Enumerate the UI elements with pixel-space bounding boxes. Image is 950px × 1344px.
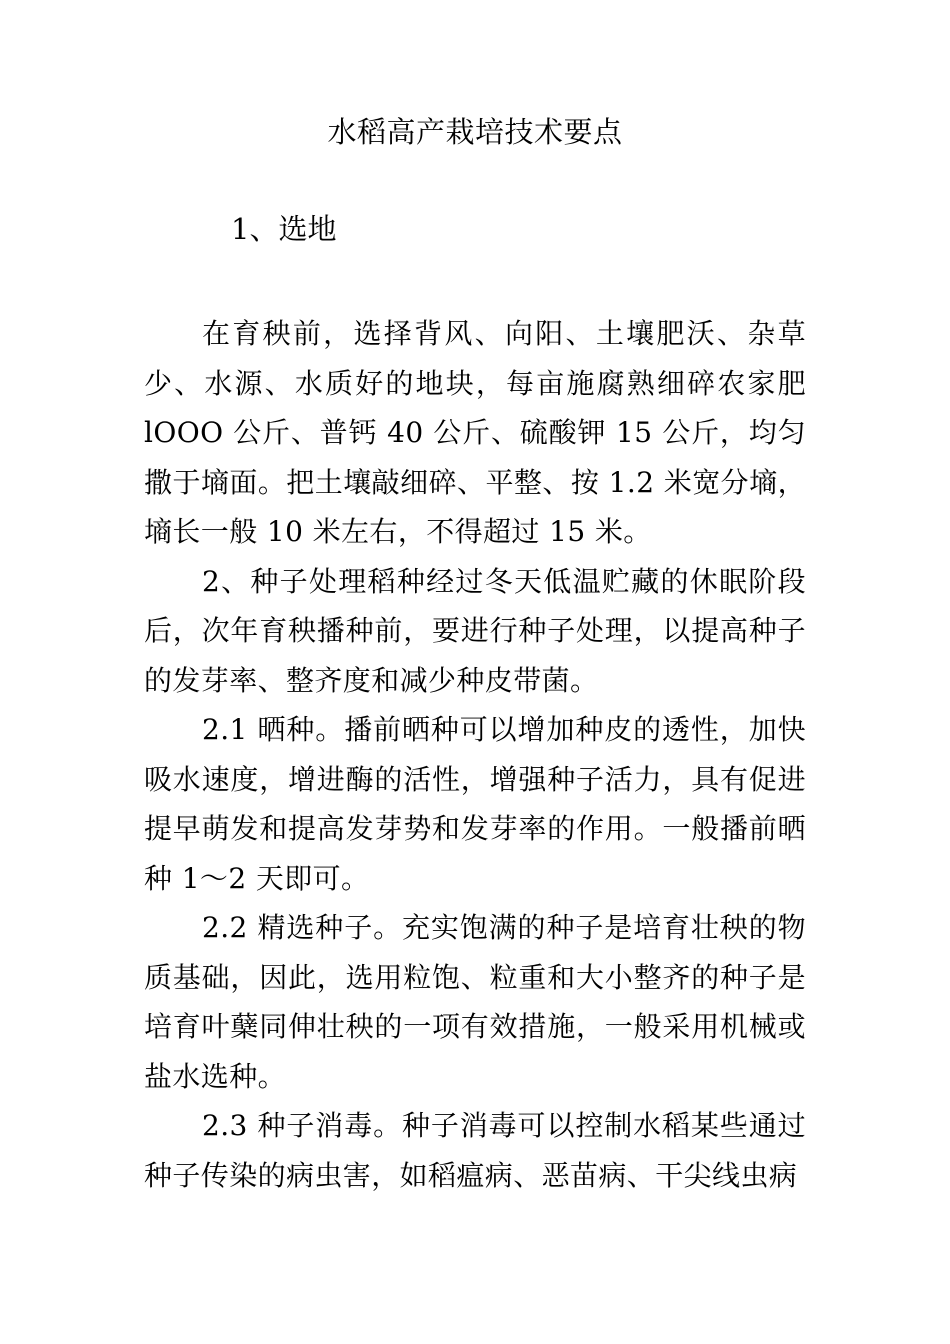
paragraph-seed-disinfection: 2.3 种子消毒。种子消毒可以控制水稻某些通过种子传染的病虫害，如稻瘟病、恶苗病、干尖线虫病: [144, 1109, 806, 1192]
paragraph-seed-selection: 2.2 精选种子。充实饱满的种子是培育壮秧的物质基础，因此，选用粒饱、粒重和大小整齐的种子是培育叶蘖同伸壮秧的一项有效措施，一般采用机械或盐水选种。: [144, 911, 806, 1093]
paragraph-seed-drying: 2.1 晒种。播前晒种可以增加种皮的透性，加快吸水速度，增进酶的活性，增强种子活力，具有促进提早萌发和提高发芽势和发芽率的作用。一般播前晒种 1～2 天即可。: [144, 713, 806, 895]
paragraph-site-selection: 在育秧前，选择背风、向阳、土壤肥沃、杂草少、水源、水质好的地块，每亩施腐熟细碎农家肥 lOOO 公斤、普钙 40 公斤、硫酸钾 15 公斤，均匀撒于墒面。把土壤敲细碎、平整、按 1.2 米宽分墒，墒长一般 10 米左右，不得超过 15 米。: [144, 317, 806, 548]
document-body: [144, 309, 806, 1200]
section-heading: 1、选地: [231, 212, 337, 246]
paragraph-seed-treatment: 2、种子处理稻种经过冬天低温贮藏的休眠阶段后，次年育秧播种前，要进行种子处理，以提高种子的发芽率、整齐度和减少种皮带菌。: [144, 564, 806, 697]
document-title: 水稻高产栽培技术要点: [327, 115, 623, 149]
